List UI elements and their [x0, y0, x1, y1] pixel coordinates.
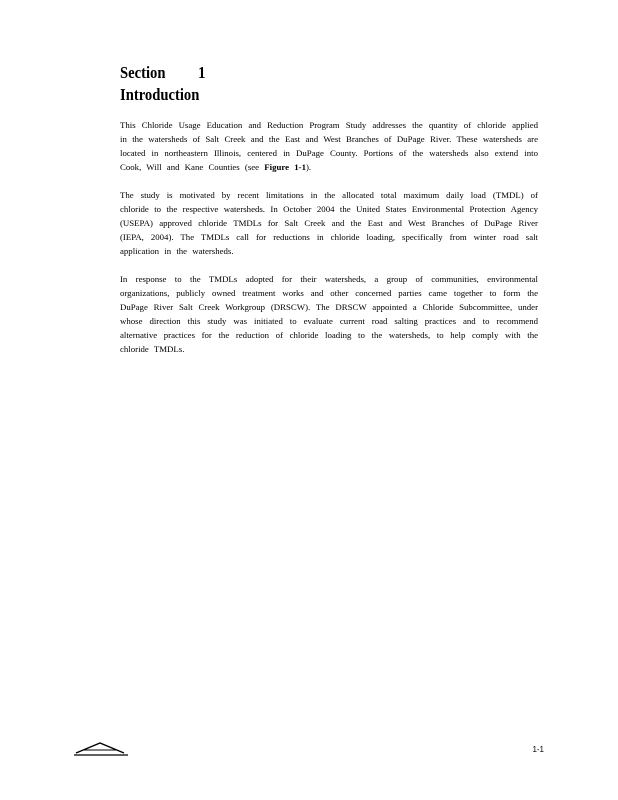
figure-reference: Figure 1-1	[264, 162, 306, 172]
section-word: Section	[120, 63, 166, 82]
paragraph-2: The study is motivated by recent limitations in the allocated total maximum daily load (TMDL) of chloride to the respective watersheds. In October 2004 the United States Environmental Protection Agency (USEPA) approved chloride TMDLs for Salt Creek and the East and West Branches of DuPage River (IEPA, 2004). The TMDLs call for reductions in chloride loading, specifically from winter road salt application in the watersheds.	[120, 190, 538, 256]
section-label	[120, 62, 205, 84]
company-logo-icon	[74, 740, 128, 756]
paragraph-3: In response to the TMDLs adopted for their watersheds, a group of communities, environmental organizations, publicly owned treatment works and other concerned parties came together to form the DuPage River Salt Creek Workgroup (DRSCW). The DRSCW appointed a Chloride Subcommittee, under whose direction this study was initiated to evaluate current road salting practices and to recommend alternative practices for the reduction of chloride loading to the watersheds, to help comply with the chloride TMDLs.	[120, 274, 538, 354]
body-text	[120, 118, 538, 370]
paragraph-1-end: ).	[305, 162, 312, 172]
section-title: Introduction	[120, 85, 200, 104]
paragraph-1	[120, 118, 538, 174]
section-heading	[120, 62, 205, 106]
paragraph-1-text: This Chloride Usage Education and Reduction Program Study addresses the quantity of chloride applied in the watersheds of Salt Creek and the East and West Branches of DuPage River. These watersheds are located in northeastern Illinois, centered in DuPage County. Portions of the watersheds also extend into Cook, Will and Kane Counties (see	[120, 120, 538, 172]
section-number: 1	[198, 63, 206, 82]
page-number: 1-1	[532, 745, 544, 754]
